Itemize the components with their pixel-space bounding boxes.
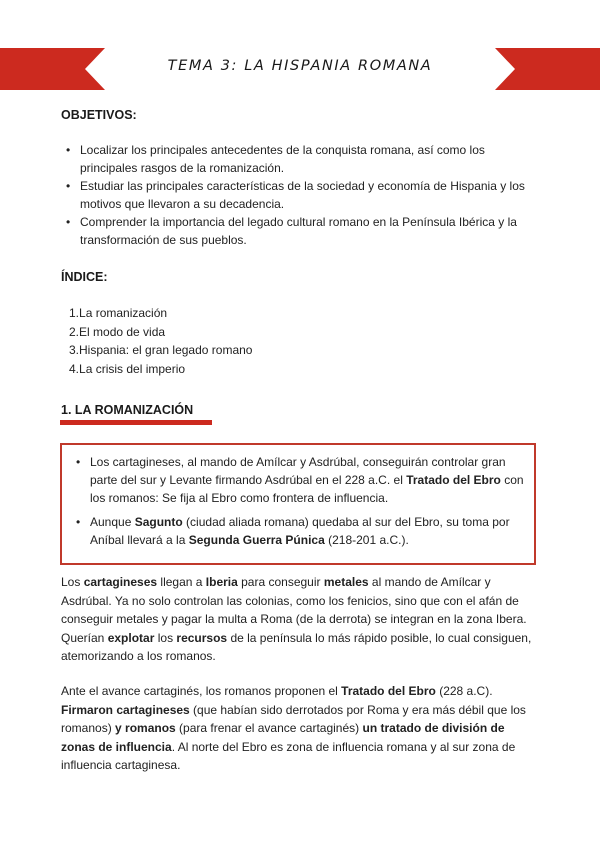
indice-item [69,304,541,323]
text-run: llegan a [157,575,206,589]
text-run: para conseguir [237,575,324,589]
objetivos-list-wrap [60,141,536,249]
text-run: (para frenar el avance cartaginés) [175,721,363,736]
highlight-box [60,443,536,565]
bold-term: y romanos [115,721,176,736]
text-run: Los [61,575,84,589]
objetivos-list [60,141,536,249]
indice-item-label: La romanización [79,306,168,320]
indice-item [69,360,541,379]
indice-item-label: La crisis del imperio [79,361,186,376]
bold-term: Segunda Guerra Púnica [188,533,325,547]
section-1-title: 1. LA ROMANIZACIÓN [61,403,194,417]
bold-term: Tratado del Ebro [406,473,501,487]
bold-term: recursos [176,630,228,645]
paragraph-2 [61,682,539,775]
indice-item-number: 2. [69,324,80,339]
indice-item-label: El modo de vida [79,324,166,339]
objetivo-item: • Localizar los principales antecedentes de la conquista romana, así como los principales rasgos de la romanización. [80,141,536,177]
highlight-item [90,453,526,507]
paragraph-1-wrap [61,573,539,666]
text-run: los [154,630,177,645]
indice-item-label: Hispania: el gran legado romano [79,343,253,357]
paragraph-1 [61,573,539,666]
paragraph-2-wrap [61,682,539,775]
bold-term: Tratado del Ebro [341,684,436,698]
indice-item-number: 4. [69,361,80,376]
text-run: (que habían sido derrotados por Roma y era más débil que los romanos) [61,702,526,736]
indice-heading: ÍNDICE: [61,270,108,284]
section-1-underline [60,420,212,425]
highlight-item [90,513,526,549]
indice-item-number: 1. [69,306,80,320]
bold-term: cartagineses [83,575,158,589]
objetivo-item: • Comprender la importancia del legado cultural romano en la Península Ibérica y la transformación de sus pueblos. [80,213,536,249]
text-run: . Al norte del Ebro es zona de influencia romana y al sur zona de influencia cartaginesa. [61,739,516,773]
section-1-header [61,403,541,417]
bold-term: Iberia [205,575,238,589]
bold-term: un tratado de división de zonas de influencia [61,721,505,754]
objetivos-heading: OBJETIVOS: [61,108,137,122]
bold-term: metales [323,575,369,589]
indice-section [61,270,541,284]
text-run: de la península lo más rápido posible, lo cual consiguen, atemorizando a los romanos. [61,630,532,664]
highlight-list [70,453,526,549]
text-run: con los romanos: Se fija al Ebro como frontera de influencia. [90,473,524,505]
bold-term: Firmaron cartagineses [61,702,190,717]
indice-item-number: 3. [69,343,80,357]
indice-item [69,341,541,360]
text-run: (ciudad aliada romana) quedaba al sur del Ebro, su toma por Aníbal llevará a la [90,515,510,547]
text-run: al mando de Amílcar y Asdrúbal. Ya no solo controlan las colonias, como los fenicios, sino que con el afán de conseguir metales y pagar la multa a Roma (de la derrota) se integran en la zona Ibera. Querían [61,575,527,645]
bold-term: explotar [107,630,155,645]
text-run: (228 a.C). [435,684,493,698]
text-run: Ante el avance cartaginés, los romanos proponen el [61,684,342,698]
indice-list [61,304,541,378]
bold-term: Sagunto [134,515,183,529]
text-run: Los cartagineses, al mando de Amílcar y Asdrúbal, conseguirán controlar gran parte del sur y Levante firmando Asdrúbal en el 228 a.C. el [90,455,506,487]
objetivos-section [61,108,541,122]
page-title: TEMA 3: LA HISPANIA ROMANA [167,58,433,74]
indice-list-wrap [61,304,541,378]
indice-item [69,323,541,342]
text-run: Aunque [90,515,135,529]
objetivo-item: • Estudiar las principales características de la sociedad y economía de Hispania y los motivos que llevaron a su decadencia. [80,177,536,213]
text-run: (218-201 a.C.). [324,533,409,547]
